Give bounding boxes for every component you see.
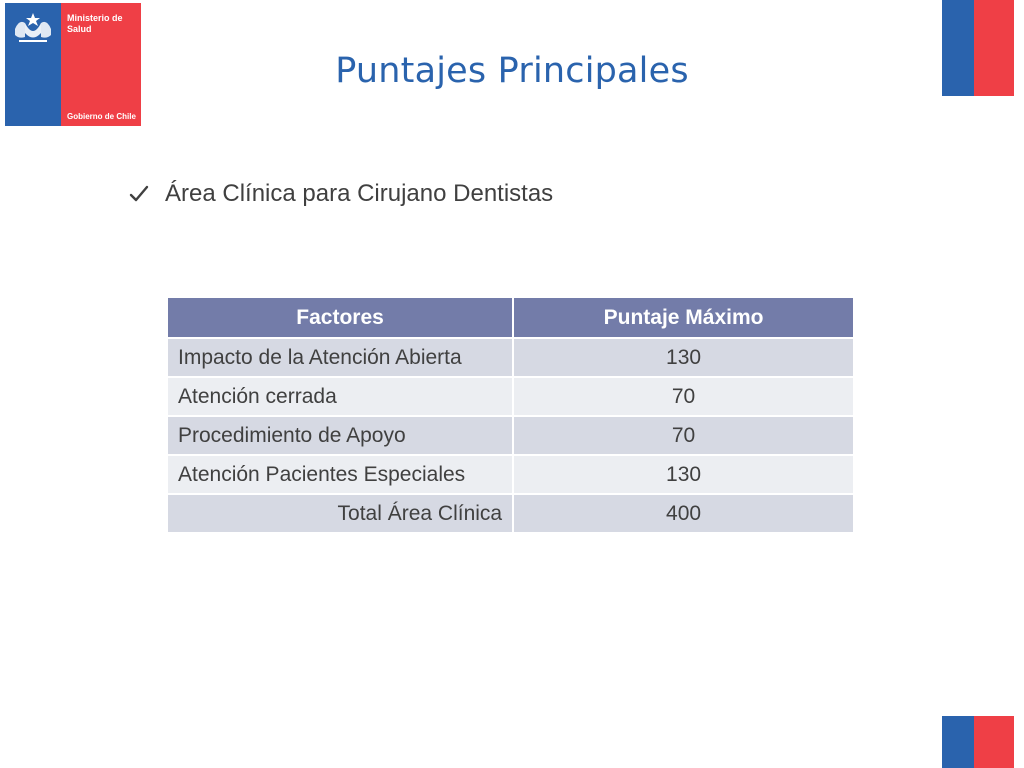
factor-cell: Atención Pacientes Especiales — [167, 455, 513, 494]
logo-ministry-text: Ministerio de Salud — [67, 13, 123, 34]
score-cell: 70 — [513, 377, 854, 416]
score-cell: 130 — [513, 455, 854, 494]
table-header-row — [167, 297, 854, 338]
table-row — [167, 377, 854, 416]
factor-cell: Impacto de la Atención Abierta — [167, 338, 513, 377]
bullet-text: Área Clínica para Cirujano Dentistas — [165, 180, 554, 207]
factor-cell: Procedimiento de Apoyo — [167, 416, 513, 455]
score-cell: 70 — [513, 416, 854, 455]
bullet-item — [129, 180, 553, 208]
header-puntaje-maximo: Puntaje Máximo — [513, 297, 854, 338]
total-score-cell: 400 — [513, 494, 854, 533]
table-row — [167, 338, 854, 377]
header-factores: Factores — [167, 297, 513, 338]
table-row — [167, 416, 854, 455]
total-label-cell: Total Área Clínica — [167, 494, 513, 533]
score-cell: 130 — [513, 338, 854, 377]
table-row — [167, 455, 854, 494]
factor-cell: Atención cerrada — [167, 377, 513, 416]
check-icon — [129, 184, 149, 204]
flag-decoration-bottom — [942, 716, 1014, 768]
page-title: Puntajes Principales — [335, 51, 689, 91]
score-table — [166, 296, 855, 534]
coat-of-arms-icon — [11, 9, 55, 45]
flag-red-stripe — [974, 716, 1014, 768]
logo-government-text: Gobierno de Chile — [67, 112, 136, 121]
table-total-row — [167, 494, 854, 533]
flag-blue-stripe — [942, 716, 974, 768]
